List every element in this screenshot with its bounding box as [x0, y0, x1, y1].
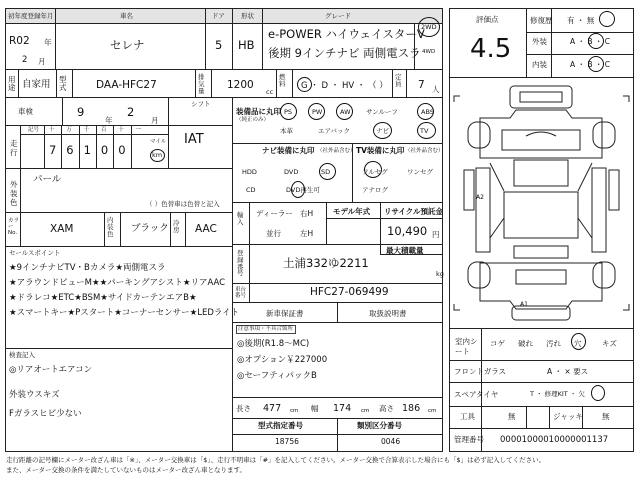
- sales-line-4: ★スマートキー★Pスタート★コーナーセンサー★LEDライト: [9, 308, 240, 318]
- drive-2wd: 2WD: [421, 23, 437, 31]
- tv-circle: [364, 161, 382, 178]
- color-no-label: カラーNo.: [8, 218, 20, 237]
- car-name: セレナ: [110, 38, 145, 52]
- navi-subtitle: （社外品含む）: [317, 148, 356, 154]
- exterior-options: A ・ B ・ C: [570, 37, 611, 46]
- record-label: 記号: [28, 127, 40, 133]
- tools-value: 無: [508, 412, 516, 421]
- usage: 自家用: [22, 79, 51, 90]
- registration-number: 土浦332ゆ2211: [283, 256, 369, 270]
- length: 477: [263, 403, 282, 414]
- type-no-label: 型式指定番号: [258, 421, 303, 430]
- ac-label: 冷房: [173, 219, 180, 234]
- inspector-line-1: ◎リアオートエアコン: [9, 365, 93, 375]
- fuel-options: G ・ D ・ HV ・ （ ）: [301, 81, 388, 91]
- recycle-yen: 円: [432, 230, 440, 239]
- trim-label: 内装色: [107, 216, 114, 238]
- inspector-label: 検査記入: [9, 351, 35, 359]
- first-reg-label: 初年度登録年月: [8, 12, 54, 20]
- cc-unit: cc: [266, 88, 274, 96]
- tv-item: ワンセグ: [407, 168, 433, 176]
- jack-label: ジャッキ: [553, 412, 583, 421]
- equipment-circle: [373, 122, 392, 139]
- import-left: 左H: [300, 229, 314, 238]
- fuel-label: 燃料: [279, 73, 286, 88]
- recycle-label: リサイクル預託金: [384, 207, 443, 216]
- equipment-item: ナビ: [376, 127, 389, 135]
- capacity-unit: 人: [432, 85, 440, 94]
- tv-item: フルセグ: [362, 168, 388, 176]
- equipment-item: 本革: [280, 127, 293, 135]
- width: 174: [333, 403, 352, 414]
- interior-label: 内装: [532, 60, 547, 69]
- equipment-item: PW: [312, 108, 323, 116]
- spare-circle: [591, 385, 605, 401]
- door-label: ドア: [212, 12, 225, 20]
- class-no-label: 類別区分番号: [357, 421, 402, 430]
- width-label: 幅: [311, 404, 319, 413]
- navi-item: DVD: [284, 168, 299, 176]
- manual-label: 取扱説明書: [369, 309, 407, 318]
- seat-label: 室内シート: [455, 337, 478, 356]
- seat-option: キズ: [602, 339, 617, 348]
- equipment-item: サンルーフ: [366, 108, 398, 116]
- digit-header: 一: [135, 127, 142, 133]
- notes-line-3: ◎セーフティパックB: [237, 371, 317, 381]
- interior-options: A ・ B ・ C: [570, 60, 611, 69]
- equipment-item: PS: [284, 108, 293, 116]
- mgmt-number: 00001000010000001137: [500, 435, 609, 445]
- inspection-month-suffix: 月: [151, 116, 159, 125]
- seat-option: 破れ: [518, 339, 533, 348]
- footer-line-1: 走行距離の記号欄にメーター改ざん車は「※」、メーター交換車は「$」、走行不明車は「#」を記入してください。メーター交換で合算表示した場合にも「$」は必ず記入してください。: [6, 456, 546, 464]
- sales-line-3: ★ドラレコ★ETC★BSM★サイドカーテンエアB★: [9, 293, 197, 303]
- shift: IAT: [184, 132, 204, 147]
- mile-label: マイル: [150, 139, 167, 145]
- shape: HB: [238, 38, 255, 52]
- height: 186: [402, 403, 421, 414]
- repair-label: 修復歴: [530, 16, 553, 25]
- mileage-digit: 7: [49, 143, 57, 157]
- height-unit: cm: [428, 408, 437, 414]
- inspector-line-2: 外装ウスキズ: [9, 390, 60, 400]
- type-no: 18756: [275, 437, 299, 446]
- length-label: 長さ: [236, 404, 251, 413]
- mileage-digit: 0: [118, 143, 126, 157]
- digit-header: 千: [83, 127, 90, 133]
- model-label: 型式: [59, 75, 67, 93]
- shift-label: シフト: [191, 100, 211, 108]
- equipment-circle: [336, 103, 353, 120]
- capacity-label: 定員: [395, 73, 402, 88]
- notes-title: 注意事項・不具合箇所: [238, 326, 294, 332]
- score-label: 評価点: [476, 15, 499, 24]
- digit-header: 万: [66, 127, 72, 133]
- equipment-title: 装備品に丸印: [236, 107, 281, 116]
- width-unit: cm: [361, 408, 370, 414]
- seat-option: 穴: [574, 339, 582, 348]
- jack-value: 無: [602, 412, 610, 421]
- equipment-item: AW: [340, 108, 351, 116]
- equipment-circle: [280, 103, 297, 120]
- first-reg-year-suffix: 年: [44, 38, 52, 47]
- tv-title: TV装備に丸印: [356, 146, 405, 155]
- glass-options: A ・ × 要ス: [547, 367, 589, 376]
- inspection-label: 車検: [18, 107, 33, 116]
- capacity: 7: [418, 79, 425, 91]
- repair-circle: [599, 11, 615, 27]
- navi-title: ナビ装備に丸印: [262, 146, 315, 155]
- spare-options: T ・ 修理KIT ・ 欠: [530, 390, 585, 398]
- navi-item: SD: [321, 168, 331, 176]
- model-year-label: モデル年式: [333, 207, 371, 216]
- score: 4.5: [470, 34, 512, 64]
- mgmt-label: 管理番号: [454, 435, 484, 444]
- displacement-label: 排気量: [198, 73, 205, 95]
- grade-label: グレード: [325, 12, 351, 20]
- recycle-value: 10,490: [387, 224, 428, 238]
- inspection-month: 2: [127, 105, 135, 119]
- mileage-label: 走行: [10, 139, 18, 157]
- footer-line-2: また、メーター交換の条件を満たしていないものはメーター改ざん車となります。: [6, 466, 246, 474]
- first-reg-era: R02: [9, 35, 30, 47]
- km-label: km: [152, 151, 163, 159]
- warranty-label: 新車保証書: [266, 309, 304, 318]
- shape-label: 形状: [241, 12, 254, 20]
- spare-label: スペアタイヤ: [454, 390, 499, 399]
- exterior-label: 外装: [532, 37, 547, 46]
- max-load-unit: kg: [436, 270, 444, 278]
- diagram-marker-a2: A2: [476, 194, 484, 201]
- equipment-circle: [417, 122, 436, 139]
- navi-circle: [291, 181, 305, 198]
- registration-label: 登録番号: [237, 249, 244, 278]
- navi-circle: [319, 163, 336, 180]
- equipment-item: ABS: [421, 108, 434, 116]
- inspector-line-3: Fガラスヒビ少ない: [9, 409, 82, 419]
- mileage-digit: 1: [83, 143, 91, 157]
- import-parallel: 並行: [266, 229, 281, 238]
- tools-label: 工具: [460, 412, 475, 421]
- digit-header: 十: [49, 127, 55, 133]
- notes-line-1: ◎後期(R1.8～MC): [237, 339, 310, 349]
- first-reg-month: 2: [22, 55, 28, 65]
- grade-line2: 後期 9インチナビ 両側電スラ: [268, 46, 421, 60]
- exterior-color: パール: [33, 174, 62, 185]
- inspection-year-suffix: 年: [105, 116, 113, 125]
- tv-item: アナログ: [362, 186, 388, 194]
- sales-line-1: ★9インチナビTV・Bカメラ★両側電スラ: [9, 263, 166, 273]
- first-reg-month-suffix: 月: [38, 57, 46, 66]
- height-label: 高さ: [379, 404, 394, 413]
- navi-item: CD: [246, 186, 256, 194]
- usage-label: 用途: [8, 75, 16, 93]
- equipment-circle: [417, 103, 434, 120]
- glass-label: フロントガラス: [454, 367, 507, 376]
- class-no: 0046: [381, 437, 401, 446]
- exterior-circle: [588, 33, 604, 49]
- seat-circle: [571, 333, 586, 350]
- length-unit: cm: [290, 408, 299, 414]
- import-label: 輸入: [237, 211, 244, 227]
- sales-line-2: ★アラウンドビューM★★パーキングアシスト★リアAAC: [9, 278, 226, 288]
- digit-header: 十: [118, 127, 124, 133]
- model: DAA-HFC27: [96, 79, 157, 91]
- mileage-digit: 6: [66, 143, 74, 157]
- car-diagram: [450, 78, 633, 328]
- inspection-year: 9: [77, 105, 85, 119]
- tv-subtitle: （社外品含む）: [405, 148, 444, 154]
- sales-points-label: セールスポイント: [9, 249, 61, 257]
- notes-line-2: ◎オプション￥227000: [237, 355, 328, 365]
- import-right: 右H: [300, 209, 314, 218]
- displacement: 1200: [227, 79, 254, 91]
- max-load-label: 最大積載量: [386, 246, 424, 255]
- import-dealer: ディーラー: [256, 209, 293, 218]
- chassis-label: 車台番号: [235, 287, 247, 300]
- digit-header: 百: [100, 127, 107, 133]
- equipment-subtitle: （純正のみ）: [236, 117, 270, 123]
- ac: AAC: [195, 223, 217, 235]
- repair-options: 有 ・ 無: [567, 16, 595, 25]
- navi-item: HDD: [242, 168, 257, 176]
- chassis-number: HFC27-069499: [310, 286, 389, 298]
- car-name-label: 車名: [120, 12, 133, 20]
- navi-item: DVD再生可: [286, 186, 320, 194]
- seat-option: コゲ: [490, 339, 505, 348]
- color-no: XAM: [50, 223, 74, 235]
- drive-4wd: 4WD: [422, 49, 436, 55]
- grade-line1: e-POWER ハイウェイスターV: [268, 27, 425, 41]
- equipment-item: エアバック: [318, 127, 350, 135]
- seat-option: 汚れ: [546, 339, 561, 348]
- color-note: （ ）色替車は色替と記入: [146, 200, 220, 208]
- doors: 5: [215, 38, 223, 52]
- exterior-color-label: 外装色: [10, 180, 18, 207]
- diagram-marker-a1: A1: [520, 301, 528, 308]
- equipment-circle: [308, 103, 325, 120]
- equipment-item: TV: [420, 127, 429, 135]
- trim-color: ブラック: [131, 223, 169, 234]
- fuel-selected-circle: [297, 77, 312, 92]
- mileage-digit: 0: [100, 143, 109, 157]
- interior-circle: [588, 56, 604, 72]
